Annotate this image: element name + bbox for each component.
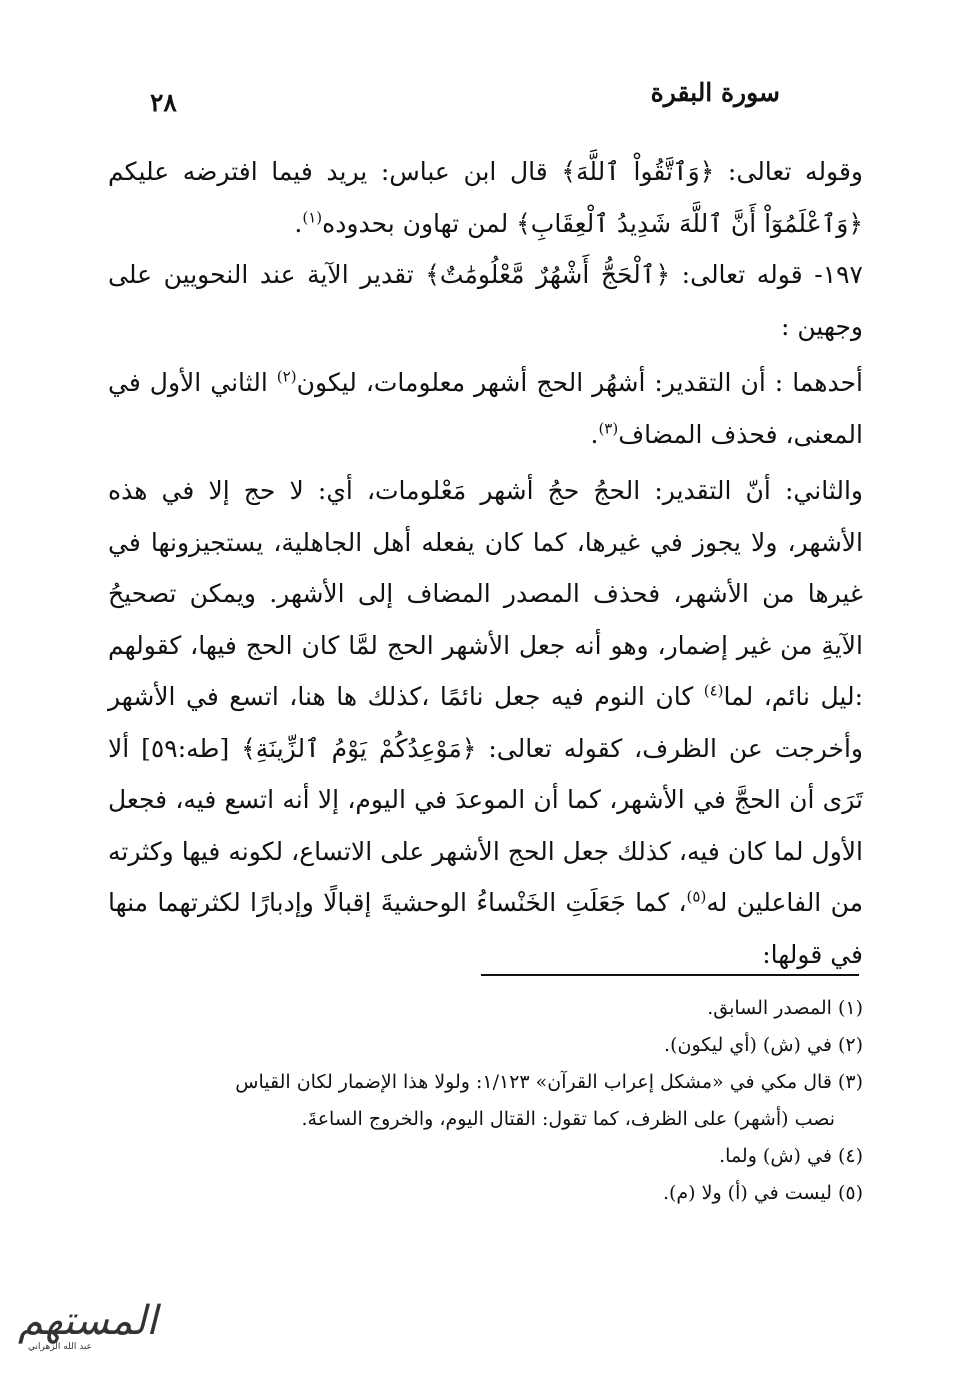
footnote-ref-5: (٥) bbox=[686, 887, 707, 906]
paragraph-4-text-a: والثاني: أنّ التقدير: الحجُ حجُ أشهر مَعْلومات، أي: لا حج إلا في هذه الأشهر، ولا يجوز في غيرها، كما كان يفعله أهل الجاهلية، يستجيزونها في غيرها من الأشهر، فحذف المصدر المضاف إلى الأشهر. ويمكن تصحيحُ الآيةِ من غير إضمار، وهو أنه جعل الأشهر الحج لمَّا كان الحج فيها، كقولهم :ليل نائم، لما bbox=[108, 476, 863, 711]
footnote-5: (٥) ليست في (أ) ولا (م). bbox=[662, 1182, 863, 1204]
footnote-ref-1: (١) bbox=[302, 208, 323, 227]
running-header bbox=[110, 78, 865, 118]
paragraph-3-text-b: الثاني الأول في المعنى، فحذف المضاف bbox=[108, 368, 863, 449]
footnote-4: (٤) في (ش) ولما. bbox=[719, 1145, 863, 1167]
footnote-ref-4: (٤) bbox=[703, 681, 724, 700]
paragraph-1-end: . bbox=[294, 208, 303, 238]
footnote-ref-3: (٣) bbox=[598, 419, 619, 438]
footnote-3: (٣) قال مكي في «مشكل إعراب القرآن» ١/١٢٣: ولولا هذا الإضمار لكان القياس bbox=[235, 1071, 863, 1093]
page-number: ٢٨ bbox=[150, 88, 177, 117]
footnotes bbox=[110, 990, 863, 1212]
paragraph-4 bbox=[108, 465, 863, 980]
paragraph-4-text-c: ، كما جَعَلَتِ الخَنْساءُ الوحشيةَ إقبالًا وإدبارًا لكثرتهما منها في قولها: bbox=[108, 888, 863, 969]
surah-title: سورة البقرة bbox=[650, 78, 780, 107]
footnote-ref-2: (٢) bbox=[276, 367, 297, 386]
publisher-logo bbox=[6, 1292, 156, 1366]
paragraph-1-text: وقوله تعالى: ﴿وَٱتَّقُواْ ٱللَّهَ﴾ قال ابن عباس: يريد فيما افترضه عليكم ﴿وَٱعْلَمُوٓاْ أَنَّ ٱللَّهَ شَدِيدُ ٱلْعِقَابِ﴾ لمن تهاون بحدوده bbox=[108, 157, 863, 238]
paragraph-3-text-a: أحدهما : أن التقدير: أشهُر الحج أشهر معلومات، ليكون bbox=[296, 368, 863, 397]
paragraph-4-text-b: كان النوم فيه جعل نائمًا ،كذلك ها هنا، اتسع في الأشهر وأخرجت عن الظرف، كقوله تعالى: ﴿مَوْعِدُكُمْ يَوْمُ ٱلزِّينَةِ﴾ [طه:٥٩] ألا تَرَى أن الحجَّ في الأشهر، كما أن الموعدَ في اليوم، إلا أنه اتسع فيه، فجعل الأول لما كان فيه، كذلك جعل الحج الأشهر على الاتساع، لكونه فيها وكثرته من الفاعلين له bbox=[108, 682, 864, 917]
logo-mark: المستهم bbox=[18, 1298, 158, 1344]
footnote-3-continued: نصب (أشهر) على الظرف، كما تقول: القتال اليوم، والخروج الساعةَ. bbox=[301, 1108, 835, 1130]
main-text bbox=[108, 146, 863, 980]
footnote-1: (١) المصدر السابق. bbox=[707, 997, 863, 1019]
footnote-2: (٢) في (ش) (أي ليكون). bbox=[664, 1034, 863, 1056]
paragraph-3 bbox=[108, 357, 863, 460]
paragraph-2: ١٩٧- قوله تعالى: ﴿ٱلْحَجُّ أَشْهُرٌ مَّعْلُومَٰتٌ﴾ تقدير الآية عند النحويين على وجهين : bbox=[108, 260, 863, 341]
paragraph-3-end: . bbox=[590, 419, 599, 449]
logo-subtext: عبد الله الزهراني bbox=[28, 1342, 93, 1352]
footnote-separator bbox=[481, 974, 859, 976]
paragraph-1 bbox=[108, 146, 863, 249]
